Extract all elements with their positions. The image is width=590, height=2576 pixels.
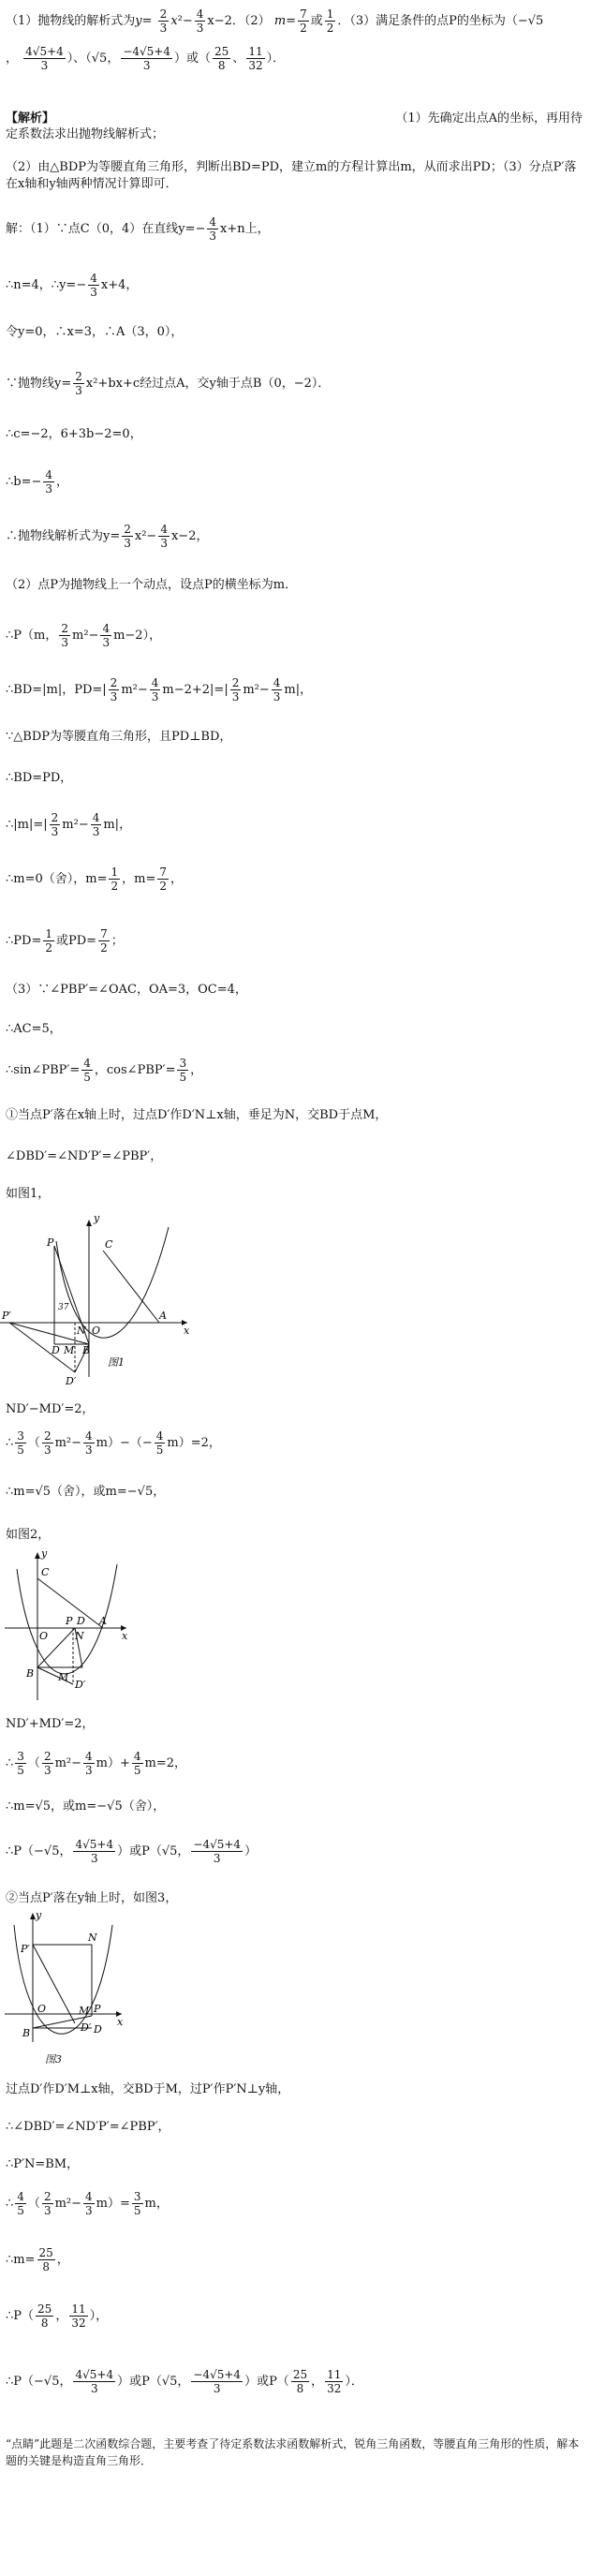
fig3-label-p1: P′: [21, 1943, 30, 1955]
fig3-label-b: B: [22, 2027, 31, 2039]
sol-line-3: 令y=0，∴x=3，∴A（3，0），: [6, 325, 184, 339]
fig2-label-o: O: [39, 1630, 49, 1642]
figure-1: [0, 1208, 197, 1386]
fig1-label-b: B: [82, 1344, 91, 1356]
fig1-label-a: A: [159, 1310, 167, 1322]
fig3-label-y: y: [36, 1911, 42, 1921]
sol-line-5: ∴c=−2，6+3b−2=0，: [6, 427, 142, 441]
sol-line-16: （3）∵∠PBP′=∠OAC，OA=3，OC=4，: [6, 983, 247, 997]
fig3-label-n: N: [88, 1932, 97, 1944]
fig1-label-d: D: [52, 1344, 60, 1356]
fig3-caption: 图3: [45, 2053, 62, 2065]
sol-line-32: ∴∠DBD′=∠ND′P′=∠PBP′，: [6, 2120, 170, 2134]
analysis-header: 【解析】 （1）先确定出点A的坐标，再用待: [6, 111, 583, 126]
sol-line-36: ∴P（ $\frac{25}{8}$ ， $\frac{11}{32}$ ），: [6, 2302, 109, 2330]
fig3-label-o: O: [37, 2003, 47, 2015]
sol-line-28: ∴m=√5，或m=−√5（舍），: [6, 1799, 166, 1814]
sol-line-14: ∴m=0（舍），m= $\frac{1}{2}$ ，m= $\frac{7}{2}$ ，: [6, 866, 184, 893]
sol-line-24: ∴m=√5（舍），或m=−√5，: [6, 1485, 166, 1499]
fig1-label-m: M: [64, 1344, 75, 1356]
fig3-label-d1: D′: [81, 2021, 92, 2034]
fig1-label-o: O: [92, 1325, 101, 1337]
sol-line-8: （2）点P为抛物线上一个动点，设点P的横坐标为m．: [6, 578, 298, 592]
sol-line-15: ∴PD= $\frac{1}{2}$ 或PD= $\frac{7}{2}$ ；: [6, 927, 124, 955]
sol-line-26: ND′+MD′=2，: [6, 1717, 95, 1731]
sol-line-20: ∠DBD′=∠ND′P′=∠PBP′，: [6, 1149, 163, 1163]
fig1-label-d1: D′: [66, 1375, 77, 1386]
fig1-label-y: y: [94, 1212, 100, 1224]
sol-line-1: 解：（1）∵点C（0，4）在直线y=− $\frac{4}{3}$ x+n上，: [6, 215, 270, 243]
fig2-label-b: B: [26, 1667, 35, 1680]
fig2-label-p: P: [66, 1615, 73, 1627]
fig1-label-x: x: [184, 1325, 190, 1337]
answer-line-1: （1）抛物线的解析式为y= $\frac{2}{3}$ x²− $\frac{4}{3}$ x−2．（2） m= $\frac{7}{2}$ 或 $\frac{1}{2}$ ．（3）满足条件的点P的坐标为（−√5: [6, 7, 544, 35]
fig2-label-y: y: [41, 1547, 48, 1560]
sol-line-7: ∴抛物线解析式为y= $\frac{2}{3}$ x²− $\frac{4}{3}$ x−2，: [6, 523, 209, 550]
fig1-caption: 图1: [108, 1356, 125, 1369]
sol-line-11: ∵△BDP为等腰直角三角形，且PD⊥BD，: [6, 730, 232, 744]
fig2-label-d: D: [77, 1615, 85, 1627]
analysis-line-3: （2）由△BDP为等腰直角三角形，判断出BD=PD，建立m的方程计算出m，从而求出PD；（3）分点P′落在x轴和y轴两种情况计算即可．: [6, 160, 577, 191]
fig2-label-a: A: [99, 1615, 107, 1627]
sol-line-13: ∴|m|=| $\frac{2}{3}$ m²− $\frac{4}{3}$ m|，: [6, 811, 132, 838]
fig2-label-m: M: [58, 1671, 69, 1683]
fig1-label-p1: P′: [2, 1310, 11, 1322]
answer-line-2: ， $\frac{4√5+4}{3}$ ）、（√5， $\frac{-4√5+4}{3}$ ）或（ $\frac{25}{8}$ 、 $\frac{11}{32}$ ）．: [6, 45, 286, 72]
fig2-label-d1: D′: [75, 1679, 86, 1691]
fig3-label-d: D: [94, 2023, 102, 2036]
sol-line-33: ∴P′N=BM，: [6, 2157, 80, 2171]
fig2-y-arrow: [35, 1552, 40, 1559]
figure-3: [0, 1911, 131, 2051]
sol-line-25: 如图2，: [6, 1528, 51, 1542]
sol-line-2: ∴n=4，∴y=− $\frac{4}{3}$ x+4，: [6, 272, 139, 299]
sol-line-22: ND′−MD′=2，: [6, 1402, 95, 1416]
fig3-label-p: P: [94, 2003, 101, 2015]
sol-line-12: ∴BD=PD，: [6, 771, 73, 785]
figure-2: [0, 1546, 131, 1705]
sol-line-27: ∴ $\frac{3}{5}$ （ $\frac{2}{3}$ m²− $\frac{4}{3}$ m）+ $\frac{4}{5}$ m=2，: [6, 1750, 187, 1777]
sol-line-35: ∴m= $\frac{25}{8}$ ，: [6, 2246, 69, 2273]
sol-line-19: ①当点P′落在x轴上时，过点D′作D′N⊥x轴，垂足为N，交BD于点M，: [6, 1108, 388, 1122]
sol-line-23: ∴ $\frac{3}{5}$ （ $\frac{2}{3}$ m²− $\frac{4}{3}$ m）−（− $\frac{4}{5}$ m）=2，: [6, 1429, 221, 1457]
sol-line-9: ∴P（m， $\frac{2}{3}$ m²− $\frac{4}{3}$ m−2），: [6, 622, 162, 649]
sol-line-37: ∴P（−√5， $\frac{4√5+4}{3}$ ）或P（√5， $\frac{-4√5+4}{3}$ ）或P（ $\frac{25}{8}$ ， $\frac{11}{32}$ ）．: [6, 2368, 363, 2395]
sol-line-10: ∴BD=|m|，PD=| $\frac{2}{3}$ m²− $\frac{4}{3}$ m−2+2|=| $\frac{2}{3}$ m²− $\frac{4}{3}$ m|，: [6, 676, 313, 703]
fig2-label-c: C: [41, 1566, 50, 1578]
sol-line-17: ∴AC=5，: [6, 1022, 62, 1036]
fig1-label-c: C: [105, 1238, 113, 1251]
sol-line-6: ∴b=− $\frac{4}{3}$ ，: [6, 468, 69, 496]
fig2-label-x: x: [122, 1630, 128, 1642]
analysis-line-2: 定系数法求出抛物线解析式；: [6, 127, 165, 141]
fig1-y-arrow: [86, 1220, 92, 1226]
sol-line-18: ∴sin∠PBP′= $\frac{4}{5}$ ，cos∠PBP′= $\frac{3}{5}$ ，: [6, 1057, 203, 1084]
fig1-label-p: P: [47, 1236, 54, 1249]
fig1-line-ca: [103, 1251, 159, 1323]
sol-line-29: ∴P（−√5， $\frac{4√5+4}{3}$ ）或P（√5， $\frac{-4√5+4}{3}$ ）: [6, 1838, 258, 1865]
sol-line-34: ∴ $\frac{4}{5}$ （ $\frac{2}{3}$ m²− $\frac{4}{3}$ m）= $\frac{3}{5}$ m，: [6, 2190, 169, 2217]
sol-line-4: ∵抛物线y= $\frac{2}{3}$ x²+bx+c经过点A，交y轴于点B（0，−2）．: [6, 370, 331, 397]
fig3-label-m: M: [79, 2005, 90, 2017]
fig3-parabola: [14, 1925, 112, 2034]
fig1-label-37: 37: [58, 1303, 69, 1312]
sol-line-21: 如图1，: [6, 1187, 51, 1201]
sol-line-30: ②当点P′落在y轴上时，如图3，: [6, 1891, 178, 1905]
comment: “点睛”此题是二次函数综合题，主要考查了待定系数法求函数解析式，锐角三角函数，等腰直角三角形的性质，解本题的关键是构造直角三角形．: [6, 2437, 580, 2467]
fig3-label-x: x: [117, 2016, 124, 2028]
sol-line-31: 过点D′作D′M⊥x轴，交BD于M，过P′作P′N⊥y轴，: [6, 2082, 290, 2096]
fig2-label-n: N: [75, 1630, 84, 1642]
fig1-label-n: N: [77, 1325, 86, 1337]
